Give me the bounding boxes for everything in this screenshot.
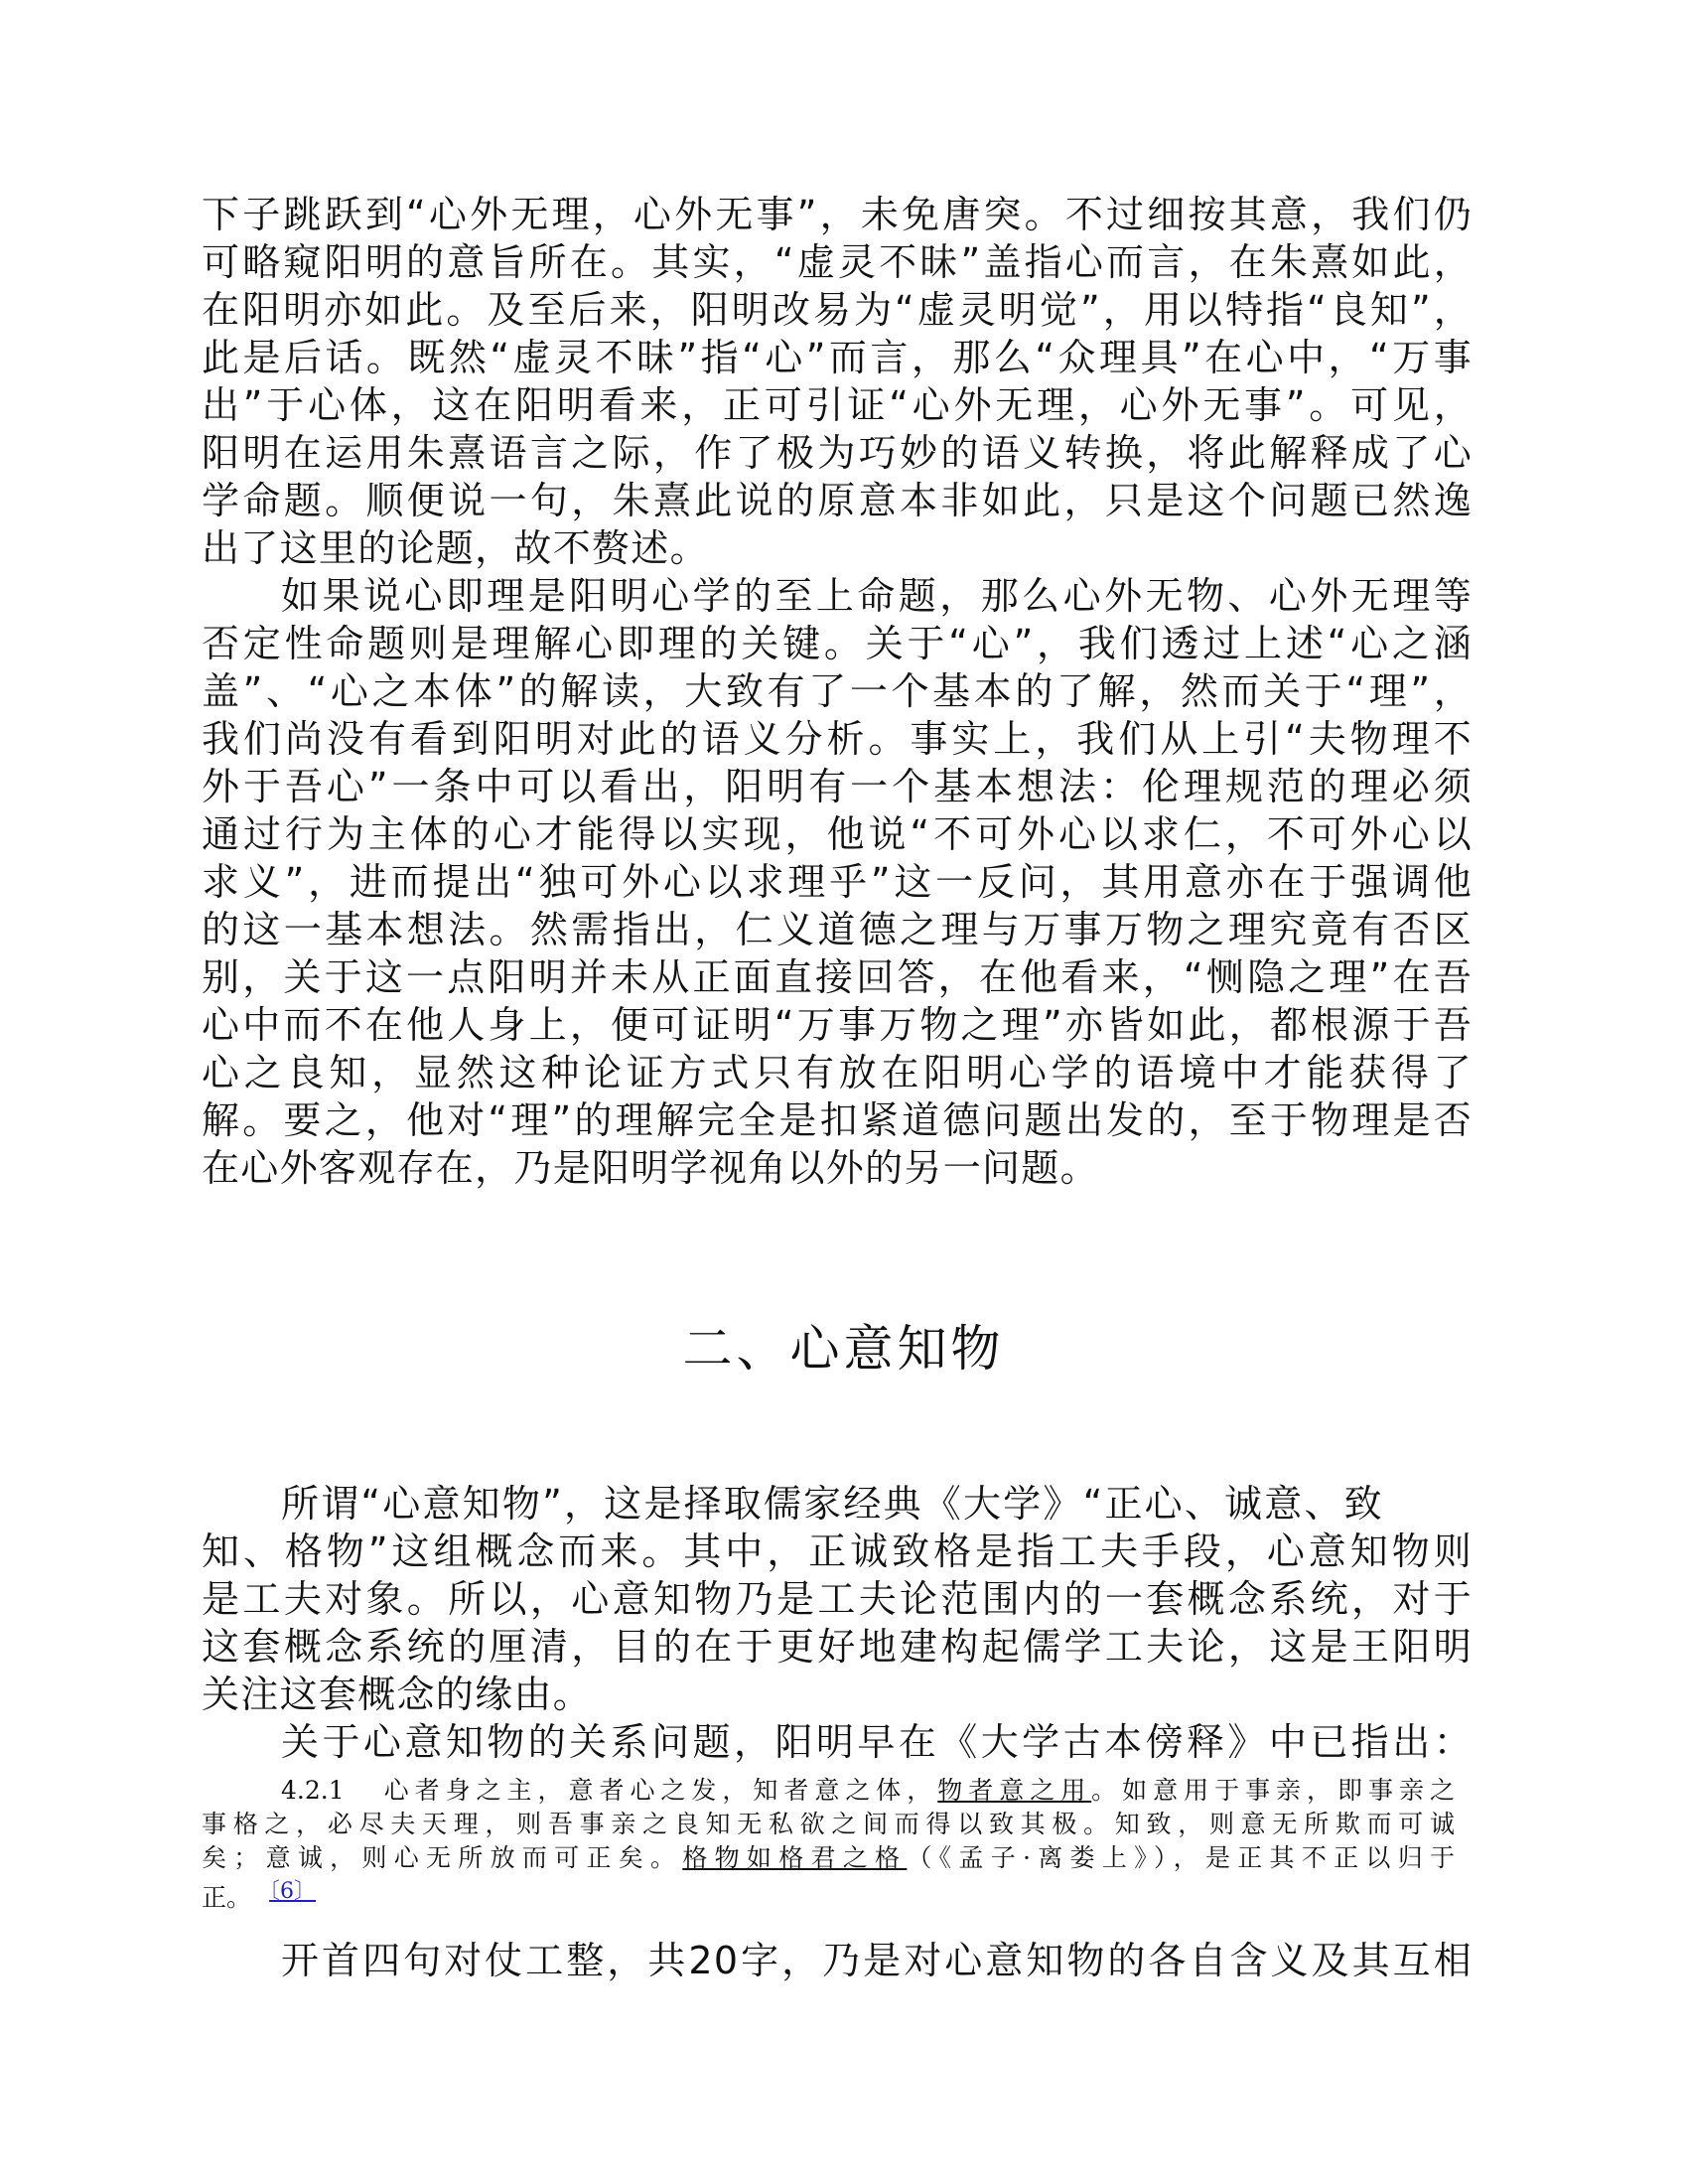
quote-number: 4.2.1	[281, 1776, 345, 1805]
text-line: 求义”，进而提出“独可外心以求理乎”这一反问，其用意亦在于强调他	[202, 860, 1473, 904]
quote-text: 矣；意诚，则心无所放而可正矣。	[202, 1843, 683, 1872]
text-line: 此是后话。既然“虚灵不昧”指“心”而言，那么“众理具”在心中，“万事	[202, 336, 1473, 379]
text-line: 在心外客观存在，乃是阳明学视角以外的另一问题。	[202, 1146, 1099, 1190]
text-line: 关注这套概念的缘由。	[202, 1673, 593, 1716]
text-line: 的这一基本想法。然需指出，仁义道德之理与万事万物之理究竟有否区	[202, 908, 1473, 951]
quote-text: 。如意用于事亲，即事亲之	[1091, 1776, 1455, 1805]
quote-text: （《孟子·离娄上》），是正其不正以归于	[907, 1843, 1455, 1872]
text-line: 是工夫对象。所以，心意知物乃是工夫论范围内的一套概念系统，对于	[202, 1577, 1473, 1621]
text-line: 阳明在运用朱熹语言之际，作了极为巧妙的语义转换，将此解释成了心	[202, 431, 1473, 475]
text-line: 通过行为主体的心才能得以实现，他说“不可外心以求仁，不可外心以	[202, 812, 1473, 856]
text-line: 心中而不在他人身上，便可证明“万事万物之理”亦皆如此，都根源于吾	[202, 1003, 1473, 1047]
quote-line	[202, 1875, 317, 1912]
text-line: 解。要之，他对“理”的理解完全是扣紧道德问题出发的，至于物理是否	[202, 1098, 1473, 1142]
underlined-phrase: 格物如格君之格	[682, 1843, 908, 1872]
text-line: 否定性命题则是理解心即理的关键。关于“心”，我们透过上述“心之涵	[202, 622, 1473, 665]
quote-line	[281, 1774, 1455, 1808]
text-line: 我们尚没有看到阳明对此的语义分析。事实上，我们从上引“夫物理不	[202, 717, 1473, 761]
text-line: 关于心意知物的关系问题，阳明早在《大学古本傍释》中已指出：	[281, 1720, 1473, 1764]
text-line: 所谓“心意知物”，这是择取儒家经典《大学》“正心、诚意、致	[281, 1482, 1384, 1526]
text-line: 在阳明亦如此。及至后来，阳明改易为“虚灵明觉”，用以特指“良知”，	[202, 288, 1473, 332]
quote-text: 心者身之主，意者心之发，知者意之体，	[377, 1776, 938, 1805]
quote-line: 事格之，必尽夫天理，则吾事亲之良知无私欲之间而得以致其极。知致，则意无所欺而可诚	[202, 1810, 1455, 1838]
text-line: 出了这里的论题，故不赘述。	[202, 526, 709, 570]
section-heading: 二、心意知物	[682, 1320, 1005, 1378]
text-line: 下子跳跃到“心外无理，心外无事”，未免唐突。不过细按其意，我们仍	[202, 193, 1473, 236]
text-line: 心之良知，显然这种论证方式只有放在阳明心学的语境中才能获得了	[202, 1051, 1473, 1094]
quote-line	[202, 1841, 1455, 1875]
footnote-link[interactable]: 〔6〕	[269, 1879, 317, 1904]
quote-text: 正。	[202, 1883, 252, 1912]
text-line: 出”于心体，这在阳明看来，正可引证“心外无理，心外无事”。可见，	[202, 383, 1473, 427]
text-line: 知、格物”这组概念而来。其中，正诚致格是指工夫手段，心意知物则	[202, 1529, 1473, 1573]
text-line: 可略窥阳明的意旨所在。其实，“虚灵不昧”盖指心而言，在朱熹如此，	[202, 240, 1473, 284]
text-line: 学命题。顺便说一句，朱熹此说的原意本非如此，只是这个问题已然逸	[202, 479, 1473, 522]
text-line: 这套概念系统的厘清，目的在于更好地建构起儒学工夫论，这是王阳明	[202, 1625, 1473, 1669]
text-line: 盖”、“心之本体”的解读，大致有了一个基本的了解，然而关于“理”，	[202, 669, 1473, 713]
text-line: 如果说心即理是阳明心学的至上命题，那么心外无物、心外无理等	[281, 574, 1473, 618]
text-line: 别，关于这一点阳明并未从正面直接回答，在他看来，“恻隐之理”在吾	[202, 955, 1473, 999]
underlined-phrase: 物者意之用	[937, 1776, 1092, 1805]
text-line: 外于吾心”一条中可以看出，阳明有一个基本想法：伦理规范的理必须	[202, 765, 1473, 808]
text-line: 开首四句对仗工整，共20字，乃是对心意知物的各自含义及其互相	[281, 1939, 1473, 1982]
